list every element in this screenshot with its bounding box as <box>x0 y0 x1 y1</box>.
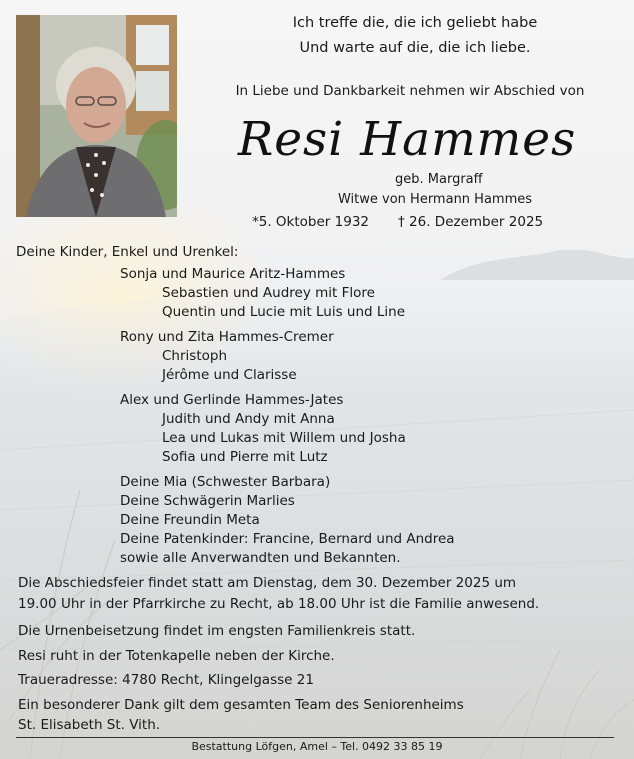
ceremony-info-line-2: 19.00 Uhr in der Pfarrkirche zu Recht, ab 18.00 Uhr ist die Familie anwesend. <box>18 596 540 612</box>
relative-line: Deine Schwägerin Marlies <box>120 493 295 509</box>
family-couple: Rony und Zita Hammes-Cremer <box>120 329 334 345</box>
relative-line: Deine Mia (Schwester Barbara) <box>120 474 331 490</box>
poem-line-1: Ich treffe die, die ich geliebt habe <box>292 15 538 31</box>
farewell-intro: In Liebe und Dankbarkeit nehmen wir Abschied von <box>235 83 585 99</box>
family-member: Sebastien und Audrey mit Flore <box>162 285 375 301</box>
family-member: Lea und Lukas mit Willem und Josha <box>162 430 406 446</box>
family-member: Sofia und Pierre mit Lutz <box>162 449 328 465</box>
relative-line: sowie alle Anverwandten und Bekannten. <box>120 550 401 566</box>
chapel-info: Resi ruht in der Totenkapelle neben der Kirche. <box>18 648 335 664</box>
widow-of: Witwe von Hermann Hammes <box>337 192 533 207</box>
funeral-home-contact: Bestattung Löfgen, Amel – Tel. 0492 33 85 19 <box>191 740 443 753</box>
footer-divider <box>16 737 614 738</box>
family-member: Quentin und Lucie mit Luis und Line <box>162 304 406 320</box>
thanks-line-1: Ein besonderer Dank gilt dem gesamten Team des Seniorenheims <box>18 697 464 713</box>
relative-line: Deine Freundin Meta <box>120 512 260 528</box>
ceremony-info-line-1: Die Abschiedsfeier findet statt am Dienstag, dem 30. Dezember 2025 um <box>18 575 517 591</box>
birth-date: *5. Oktober 1932 <box>252 214 369 230</box>
poem-line-2: Und warte auf die, die ich liebe. <box>299 40 531 56</box>
maiden-name: geb. Margraff <box>395 172 483 187</box>
portrait-photo <box>16 15 177 217</box>
mourning-address: Traueradresse: 4780 Recht, Klingelgasse 21 <box>18 672 314 688</box>
family-couple: Sonja und Maurice Aritz-Hammes <box>120 266 346 282</box>
family-member: Judith und Andy mit Anna <box>162 411 335 427</box>
urn-burial-info: Die Urnenbeisetzung findet im engsten Familienkreis statt. <box>18 623 416 639</box>
death-date: † 26. Dezember 2025 <box>398 214 544 230</box>
deceased-name: Resi Hammes <box>237 112 577 167</box>
family-couple: Alex und Gerlinde Hammes-Jates <box>120 392 344 408</box>
family-member: Jérôme und Clarisse <box>162 367 297 383</box>
family-heading: Deine Kinder, Enkel und Urenkel: <box>16 244 239 260</box>
relative-line: Deine Patenkinder: Francine, Bernard und Andrea <box>120 531 455 547</box>
thanks-line-2: St. Elisabeth St. Vith. <box>18 717 161 733</box>
family-member: Christoph <box>162 348 227 364</box>
